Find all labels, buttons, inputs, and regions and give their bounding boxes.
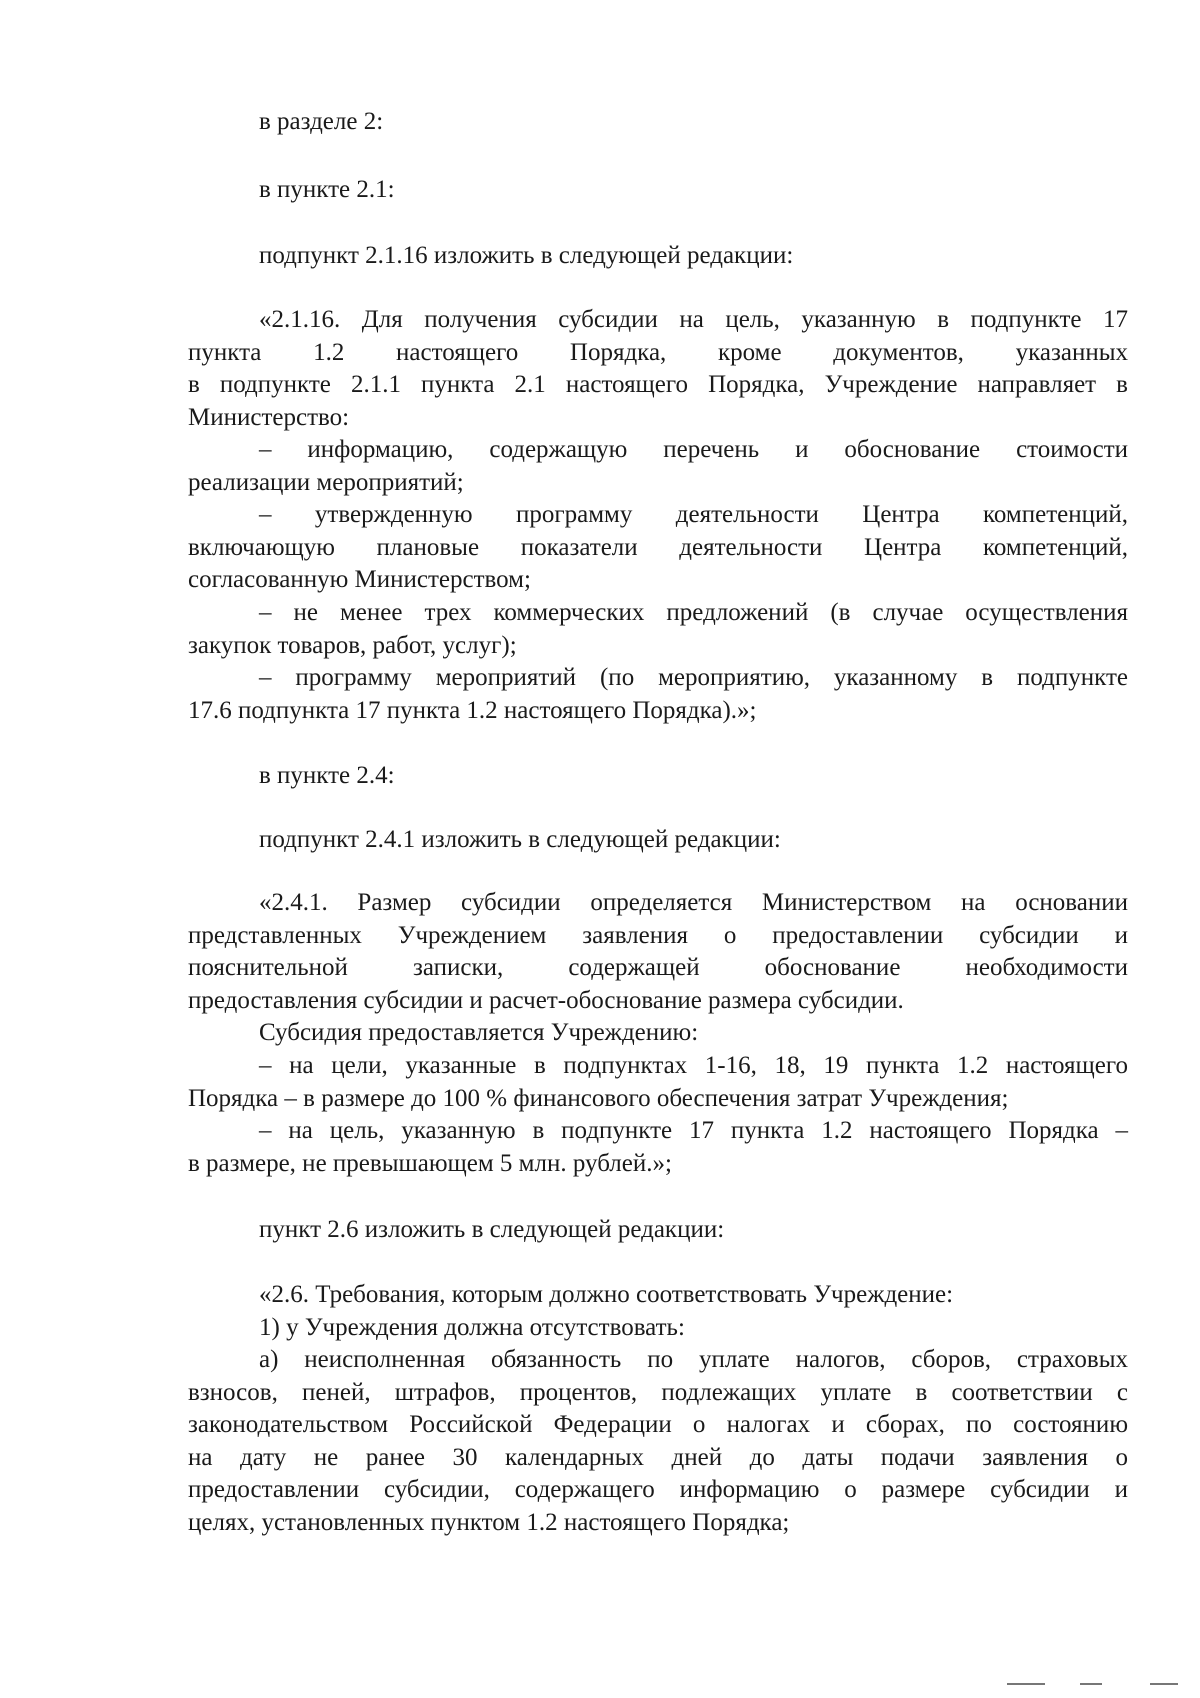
- subsidy-item-full-funding: – на цели, указанные в подпунктах 1-16, 18, 19 пункта 1.2 настоящего Порядка – в размере до 100 % финансового обеспечения затрат Учреждения;: [188, 1052, 1128, 1112]
- subclause-2-1-16-text: «2.1.16. Для получения субсидии на цель, указанную в подпункте 17 пункта 1.2 настоящего Порядка, кроме документов, указанных в подпункте 2.1.1 пункта 2.1 настоящего Порядка, Учреждение направляет в Министерство:: [188, 306, 1128, 431]
- scan-artifact: [1080, 1683, 1102, 1685]
- section-2-heading: в разделе 2:: [259, 108, 384, 135]
- document-item-activity-program: – утвержденную программу деятельности Центра компетенций, включающую плановые показатели деятельности Центра компетенций, согласованную Министерством;: [188, 501, 1128, 593]
- clause-2-6-instruction: пункт 2.6 изложить в следующей редакции:: [259, 1216, 725, 1243]
- document-item-commercial-offers: – не менее трех коммерческих предложений (в случае осуществления закупок товаров, работ, услуг);: [188, 599, 1128, 659]
- document-item-events-program: – программу мероприятий (по мероприятию, указанному в подпункте 17.6 подпункта 17 пункта 1.2 настоящего Порядка).»;: [188, 664, 1128, 724]
- clause-2-4-heading: в пункте 2.4:: [259, 762, 395, 789]
- subsidy-item-limit: – на цель, указанную в подпункте 17 пункта 1.2 настоящего Порядка – в размере, не превышающем 5 млн. рублей.»;: [188, 1117, 1128, 1177]
- subclause-2-4-1-text: «2.4.1. Размер субсидии определяется Министерством на основании представленных Учреждением заявления о предоставлении субсидии и пояснительной записки, содержащей обоснование необходимости предоставления субсидии и расчет-обоснование размера субсидии.: [188, 889, 1128, 1014]
- scan-artifact: [1007, 1683, 1045, 1685]
- document-item-cost-info: – информацию, содержащую перечень и обоснование стоимости реализации мероприятий;: [188, 436, 1128, 496]
- scan-artifact: [1150, 1683, 1178, 1685]
- requirement-1a-text: а) неисполненная обязанность по уплате налогов, сборов, страховых взносов, пеней, штрафов, процентов, подлежащих уплате в соответствии с законодательством Российской Федерации о налогах и сборах, по состоянию на дату не ранее 30 календарных дней до даты подачи заявления о предоставлении субсидии, содержащего информацию о размере субсидии и целях, установленных пунктом 1.2 настоящего Порядка;: [188, 1346, 1128, 1536]
- clause-2-6-text: «2.6. Требования, которым должно соответствовать Учреждение:: [259, 1281, 954, 1308]
- clause-2-1-heading: в пункте 2.1:: [259, 176, 395, 203]
- subclause-2-1-16-instruction: подпункт 2.1.16 изложить в следующей редакции:: [259, 242, 794, 269]
- subclause-2-4-1-instruction: подпункт 2.4.1 изложить в следующей редакции:: [259, 826, 781, 853]
- subsidy-provided-heading: Субсидия предоставляется Учреждению:: [259, 1019, 699, 1046]
- requirement-1-heading: 1) у Учреждения должна отсутствовать:: [259, 1314, 685, 1341]
